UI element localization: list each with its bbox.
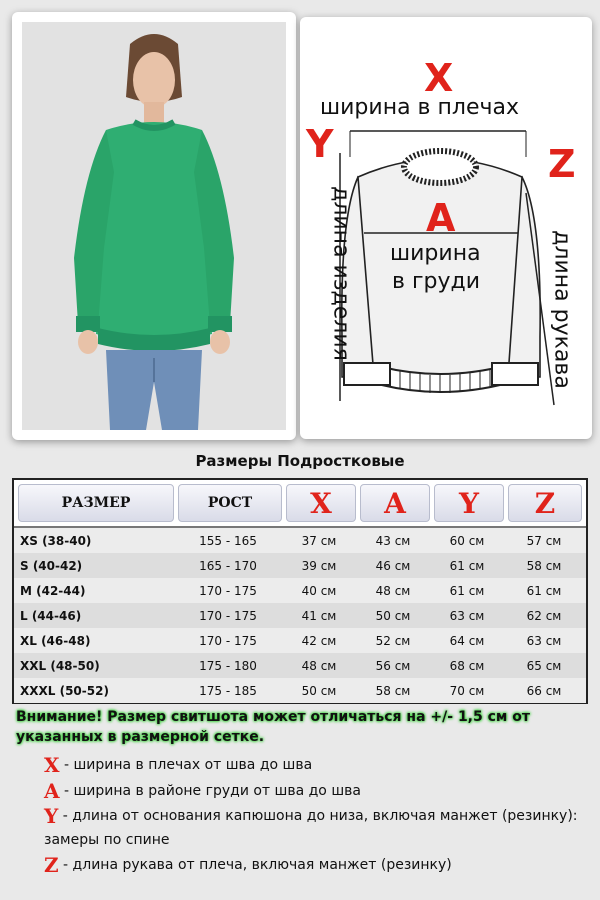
cell-height: 165 - 170 xyxy=(199,558,257,573)
cell-y: 70 см xyxy=(449,683,485,698)
cell-a: 46 см xyxy=(375,558,411,573)
table-row xyxy=(14,603,586,628)
legend-letter-y: Y xyxy=(44,804,59,828)
cell-x: 48 см xyxy=(301,658,337,673)
cell-z: 65 см xyxy=(526,658,562,673)
header-height-label: РОСТ xyxy=(207,495,253,511)
legend-letter-x: X xyxy=(44,753,60,777)
cell-z: 61 см xyxy=(526,583,562,598)
cell-height: 175 - 180 xyxy=(199,658,257,673)
header-size xyxy=(18,484,174,522)
cell-height: 175 - 185 xyxy=(199,683,257,698)
dimension-a-label-line2: в груди xyxy=(392,269,481,294)
cell-x: 41 см xyxy=(301,608,337,623)
header-a-label: A xyxy=(384,486,406,520)
cell-size: S (40-42) xyxy=(20,558,83,573)
cell-size: XS (38-40) xyxy=(20,533,92,548)
table-row xyxy=(14,553,586,578)
dimension-y-label: длина изделия xyxy=(328,186,354,361)
table-row xyxy=(14,653,586,678)
model-photo xyxy=(22,22,286,430)
legend-letter-a: A xyxy=(44,779,60,803)
cell-size: L (44-46) xyxy=(20,608,82,623)
cell-y: 61 см xyxy=(449,558,485,573)
legend-text-a: - ширина в районе груди от шва до шва xyxy=(59,783,361,799)
product-images xyxy=(12,12,588,440)
size-table xyxy=(12,478,588,704)
cell-height: 155 - 165 xyxy=(199,533,257,548)
cell-z: 57 см xyxy=(526,533,562,548)
model-photo-card xyxy=(12,12,296,440)
cell-height: 170 - 175 xyxy=(199,633,257,648)
legend-text-x: - ширина в плечах от шва до шва xyxy=(59,757,313,773)
cell-y: 63 см xyxy=(449,608,485,623)
cell-a: 48 см xyxy=(375,583,411,598)
table-body xyxy=(14,528,586,703)
cell-x: 42 см xyxy=(301,633,337,648)
dimension-a-letter: A xyxy=(426,196,456,240)
header-x-label: X xyxy=(310,486,332,520)
legend-text-y: - длина от основания капюшона до низа, включая манжет (резинку): замеры по спине xyxy=(44,808,578,848)
dimension-legend xyxy=(44,752,584,878)
cell-height: 170 - 175 xyxy=(199,583,257,598)
measurement-diagram xyxy=(300,17,592,439)
dimension-a-label-line1: ширина xyxy=(390,241,481,266)
header-y xyxy=(434,484,504,522)
header-z xyxy=(508,484,582,522)
cell-y: 60 см xyxy=(449,533,485,548)
cell-x: 40 см xyxy=(301,583,337,598)
dimension-y-letter: Y xyxy=(306,122,334,166)
cell-y: 68 см xyxy=(449,658,485,673)
header-a xyxy=(360,484,430,522)
legend-text-z: - длина рукава от плеча, включая манжет (резинку) xyxy=(58,857,452,873)
cell-height: 170 - 175 xyxy=(199,608,257,623)
legend-letter-z: Z xyxy=(44,853,59,877)
cell-a: 43 см xyxy=(375,533,411,548)
cell-y: 61 см xyxy=(449,583,485,598)
cell-a: 58 см xyxy=(375,683,411,698)
table-row xyxy=(14,528,586,553)
header-y-label: Y xyxy=(459,486,479,520)
header-size-label: РАЗМЕР xyxy=(61,495,131,511)
legend-item-x xyxy=(44,752,584,778)
header-z-label: Z xyxy=(534,486,556,520)
cell-x: 39 см xyxy=(301,558,337,573)
cell-size: XXXL (50-52) xyxy=(20,683,109,698)
cell-x: 50 см xyxy=(301,683,337,698)
cell-size: M (42-44) xyxy=(20,583,86,598)
dimension-z-label: длина рукава xyxy=(549,230,575,389)
cell-a: 56 см xyxy=(375,658,411,673)
cell-a: 50 см xyxy=(375,608,411,623)
size-warning: Внимание! Размер свитшота может отличаться на +/- 1,5 см от указанных в размерной сетке. xyxy=(16,709,530,745)
model-illustration xyxy=(22,22,286,430)
cell-z: 66 см xyxy=(526,683,562,698)
size-table-title: Размеры Подростковые xyxy=(195,452,405,470)
header-x xyxy=(286,484,356,522)
dimension-x-letter: X xyxy=(424,56,454,100)
cell-size: XL (46-48) xyxy=(20,633,91,648)
cell-x: 37 см xyxy=(301,533,337,548)
cell-z: 63 см xyxy=(526,633,562,648)
table-header xyxy=(14,480,586,528)
dimension-x-label: ширина в плечах xyxy=(320,95,519,120)
table-row xyxy=(14,678,586,703)
legend-item-y xyxy=(44,804,584,852)
cell-z: 58 см xyxy=(526,558,562,573)
table-row xyxy=(14,628,586,653)
legend-item-z xyxy=(44,852,584,878)
cell-y: 64 см xyxy=(449,633,485,648)
cell-a: 52 см xyxy=(375,633,411,648)
cell-z: 62 см xyxy=(526,608,562,623)
header-height xyxy=(178,484,282,522)
legend-item-a xyxy=(44,778,584,804)
cell-size: XXL (48-50) xyxy=(20,658,100,673)
table-row xyxy=(14,578,586,603)
dimension-z-letter: Z xyxy=(548,142,576,186)
